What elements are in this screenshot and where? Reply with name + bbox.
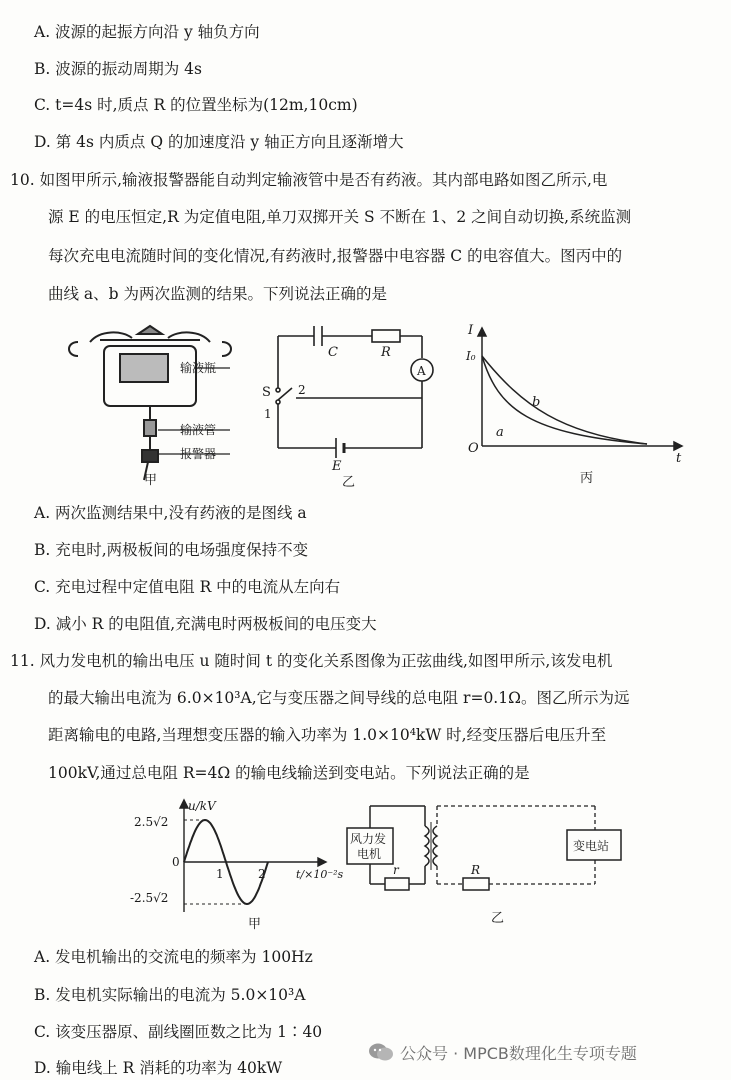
q11-option-a: A. 发电机输出的交流电的频率为 100Hz [34, 948, 313, 966]
q11-stem-line-2: 的最大输出电流为 6.0×10³A,它与变压器之间导线的总电阻 r=0.1Ω。图乙所示为远 [48, 689, 630, 707]
label-1: 1 [264, 407, 272, 421]
q11-figure-jia [128, 796, 348, 936]
caption-bing: 丙 [580, 471, 594, 486]
q9-option-b: B. 波源的振动周期为 4s [34, 60, 202, 78]
ytick-neg: -2.5√2 [130, 891, 169, 905]
label-a: a [496, 425, 504, 440]
q11-figure-yi [345, 800, 625, 930]
label-E: E [332, 459, 342, 474]
label-A: A [417, 364, 426, 378]
q11-option-b: B. 发电机实际输出的电流为 5.0×10³A [34, 986, 306, 1004]
alarm-box [142, 450, 158, 462]
caption-yi-11: 乙 [491, 911, 505, 926]
wechat-icon [368, 1042, 394, 1062]
q10-figure-bing [462, 322, 692, 492]
q11-stem-line-4: 100kV,通过总电阻 R=4Ω 的输电线输送到变电站。下列说法正确的是 [48, 764, 530, 782]
label-I0: I₀ [466, 349, 476, 363]
label-alarm: 报警器 [180, 447, 217, 461]
label-r: r [393, 863, 399, 877]
q10-option-c: C. 充电过程中定值电阻 R 中的电流从左向右 [34, 578, 341, 596]
gen-label-1: 风力发 [350, 832, 387, 846]
xlabel: t/×10⁻²s [296, 868, 344, 881]
primary-coil [425, 826, 429, 866]
label-I: I [468, 323, 474, 338]
sine-chart [128, 796, 348, 936]
resistor-r [385, 878, 409, 890]
watermark [368, 1040, 637, 1064]
q11-stem-line-3: 距离输电的电路,当理想变压器的输入功率为 1.0×10⁴kW 时,经变压器后电压升至 [48, 726, 607, 744]
caption-jia: 甲 [144, 473, 158, 488]
label-C: C [328, 345, 338, 360]
label-R-11: R [471, 863, 481, 877]
label-t: t [676, 451, 682, 466]
q10-figure-jia [60, 320, 260, 490]
resistor-R-line [463, 878, 489, 890]
caption-yi: 乙 [342, 475, 356, 490]
q10-figure-yi [256, 322, 446, 492]
ylabel: u/kV [188, 799, 216, 813]
label-O: O [468, 441, 479, 456]
q10-option-a: A. 两次监测结果中,没有药液的是图线 a [34, 504, 307, 522]
q11-stem-line-1: 11. 风力发电机的输出电压 u 随时间 t 的变化关系图像为正弦曲线,如图甲所示,该发电机 [10, 652, 613, 670]
label-2: 2 [298, 383, 306, 397]
station-label: 变电站 [573, 839, 610, 853]
curve-a [482, 356, 647, 444]
resistor-R [372, 330, 400, 342]
gen-label-2: 电机 [357, 847, 382, 861]
q10-stem-line-3: 每次充电电流随时间的变化情况,有药液时,报警器中电容器 C 的电容值大。图丙中的 [48, 247, 623, 265]
q10-option-d: D. 减小 R 的电阻值,充满电时两极板间的电压变大 [34, 615, 377, 633]
q9-option-c: C. t=4s 时,质点 R 的位置坐标为(12m,10cm) [34, 96, 358, 114]
watermark-text: 公众号 · MPCB数理化生专项专题 [400, 1043, 637, 1063]
q11-option-c: C. 该变压器原、副线圈匝数之比为 1∶40 [34, 1023, 323, 1041]
secondary-coil [433, 826, 437, 866]
q10-stem-line-4: 曲线 a、b 为两次监测的结果。下列说法正确的是 [48, 285, 388, 303]
label-b: b [532, 395, 541, 410]
label-S: S [262, 385, 271, 400]
q10-option-b: B. 充电时,两极板间的电场强度保持不变 [34, 541, 309, 559]
hanger-hook-icon [69, 332, 231, 356]
q10-stem-line-2: 源 E 的电压恒定,R 为定值电阻,单刀双掷开关 S 不断在 1、2 之间自动切换,系统监测 [48, 208, 632, 226]
xtick-1: 1 [216, 867, 224, 881]
label-bottle: 输液瓶 [180, 361, 217, 375]
xtick-2: 2 [258, 867, 266, 881]
q10-stem-line-1: 10. 如图甲所示,输液报警器能自动判定输液管中是否有药液。其内部电路如图乙所示,电 [10, 171, 608, 189]
q11-option-d: D. 输电线上 R 消耗的功率为 40kW [34, 1059, 283, 1077]
label-R: R [381, 345, 391, 360]
ytick-zero: 0 [172, 855, 180, 869]
q9-option-a: A. 波源的起振方向沿 y 轴负方向 [34, 23, 260, 41]
q9-option-d: D. 第 4s 内质点 Q 的加速度沿 y 轴正方向且逐渐增大 [34, 133, 404, 151]
ytick-pos: 2.5√2 [134, 815, 169, 829]
caption-jia-11: 甲 [248, 917, 262, 932]
label-tube: 输液管 [180, 423, 217, 437]
